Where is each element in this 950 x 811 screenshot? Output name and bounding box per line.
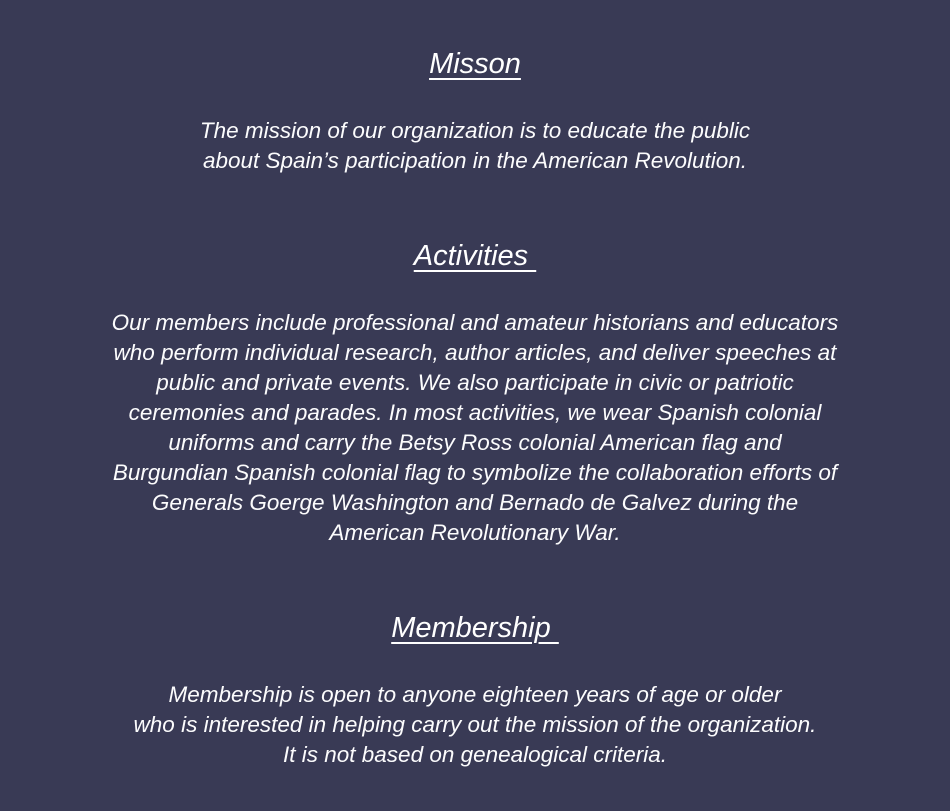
membership-section [48,610,902,770]
text-line: about Spain’s participation in the American Revolution. [202,148,748,173]
text-line: It is not based on genealogical criteria. [283,742,667,767]
text-line: Our members include professional and amateur historians and educators [111,310,839,335]
text-line: ceremonies and parades. In most activities, we wear Spanish colonial [128,400,822,425]
text-line: Membership is open to anyone eighteen years of age or older [168,682,782,707]
mission-section [48,46,902,176]
activities-section [48,238,902,548]
text-line: who is interested in helping carry out the mission of the organization. [133,712,817,737]
mission-heading-text: Misson [429,48,521,80]
activities-heading-text: Activities [413,240,537,272]
text-line: American Revolutionary War. [329,520,621,545]
text-line: Burgundian Spanish colonial flag to symbolize the collaboration efforts of [112,460,838,485]
membership-heading-text: Membership [391,612,559,644]
mission-heading [48,46,902,82]
membership-heading [48,610,902,646]
membership-paragraph [48,680,902,770]
text-line: who perform individual research, author articles, and deliver speeches at [113,340,837,365]
text-line: The mission of our organization is to educate the public [199,118,751,143]
activities-paragraph [48,308,902,548]
activities-heading [48,238,902,274]
text-line: Generals Goerge Washington and Bernado de Galvez during the [151,490,799,515]
mission-paragraph [48,116,902,176]
text-line: uniforms and carry the Betsy Ross colonial American flag and [168,430,782,455]
text-line: public and private events. We also participate in civic or patriotic [156,370,794,395]
